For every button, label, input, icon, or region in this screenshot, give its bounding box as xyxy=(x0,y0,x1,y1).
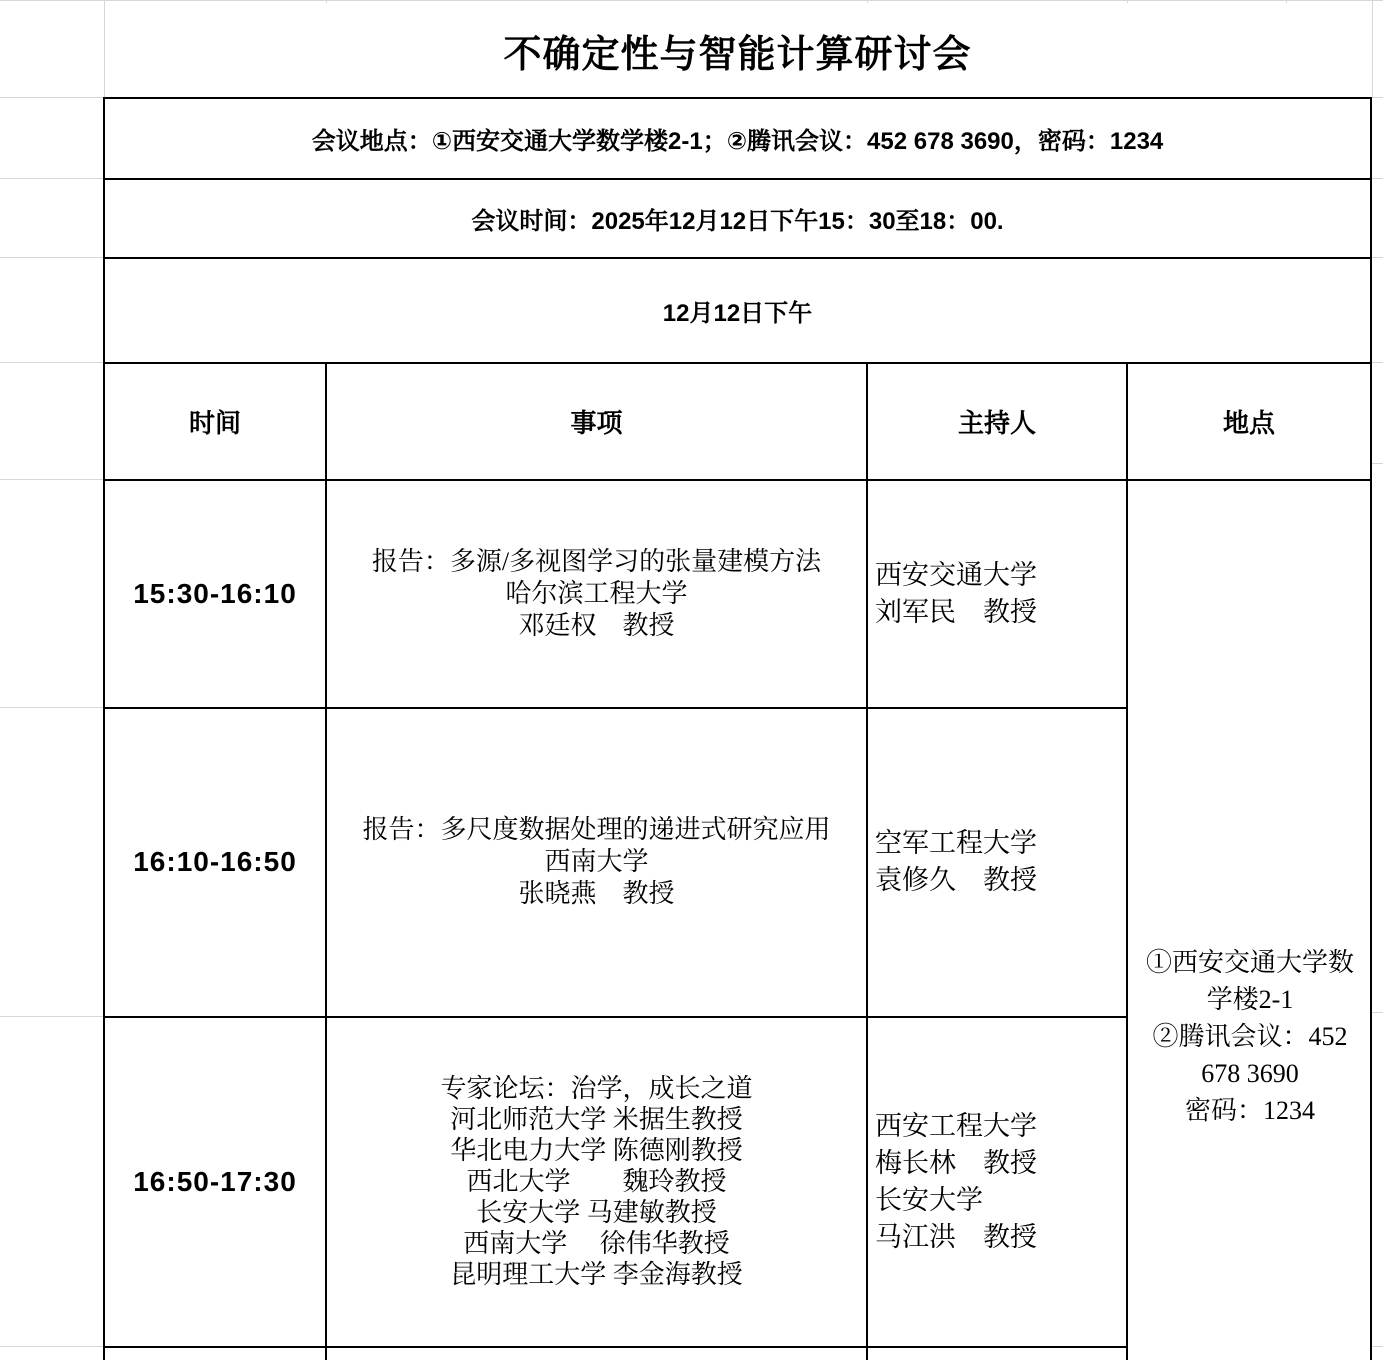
grid-line xyxy=(1371,1346,1383,1347)
location-line: 密码：1234 xyxy=(1184,1096,1315,1125)
grid-line xyxy=(0,707,104,708)
event-line: 西南大学 xyxy=(544,847,649,876)
grid-line xyxy=(0,97,104,98)
row-2-event-cell xyxy=(326,708,867,1016)
event-line: 报告：多源/多视图学习的张量建模方法 xyxy=(371,546,822,576)
grid-line xyxy=(1371,257,1383,258)
header-time: 时间 xyxy=(188,407,241,438)
grid-line xyxy=(0,178,104,179)
row-3-host-cell xyxy=(867,1017,1127,1346)
session-date-row: 12月12日下午 xyxy=(662,299,813,327)
row-2-host-cell xyxy=(867,708,1127,1016)
row-1-host-cell xyxy=(867,480,1127,707)
host-line: 西安工程大学 xyxy=(875,1110,1037,1141)
event-line: 专家论坛：治学，成长之道 xyxy=(440,1074,753,1103)
meeting-time-row: 会议时间：2025年12月12日下午15：30至18：00. xyxy=(471,207,1004,235)
row-1-event-cell xyxy=(326,480,867,707)
row-1-time-cell: 15:30-16:10 xyxy=(133,577,297,609)
event-line: 邓廷权 教授 xyxy=(518,610,675,640)
grid-line xyxy=(1371,362,1383,363)
event-line: 张晓燕 教授 xyxy=(518,879,675,908)
host-line: 梅长林 教授 xyxy=(875,1147,1037,1178)
event-line: 长安大学 马建敏教授 xyxy=(476,1198,717,1227)
row-3-event-cell xyxy=(326,1017,867,1346)
event-line: 报告：多尺度数据处理的递进式研究应用 xyxy=(362,815,831,844)
grid-line xyxy=(1371,463,1383,464)
event-line: 昆明理工大学 李金海教授 xyxy=(450,1260,743,1289)
location-line: ②腾讯会议：452 678 3690 xyxy=(1152,1022,1348,1088)
table-border xyxy=(103,1346,1128,1348)
event-line: 华北电力大学 陈德刚教授 xyxy=(450,1136,743,1165)
host-line: 马江洪 教授 xyxy=(875,1221,1037,1252)
grid-line xyxy=(1371,178,1383,179)
grid-line xyxy=(0,479,104,480)
location-merged-cell xyxy=(1137,944,1363,1129)
grid-line xyxy=(0,1016,104,1017)
grid-line xyxy=(0,257,104,258)
event-line: 河北师范大学 米据生教授 xyxy=(450,1105,743,1134)
page-title: 不确定性与智能计算研讨会 xyxy=(503,33,972,76)
event-line: 西南大学 徐伟华教授 xyxy=(463,1229,730,1258)
host-line: 袁修久 教授 xyxy=(875,865,1037,895)
grid-line xyxy=(1371,1012,1383,1013)
host-line: 空军工程大学 xyxy=(875,828,1037,858)
grid-line xyxy=(0,362,104,363)
event-line: 哈尔滨工程大学 xyxy=(505,578,688,608)
event-line: 西北大学 魏玲教授 xyxy=(466,1167,727,1196)
location-line: ①西安交通大学数学楼2-1 xyxy=(1145,948,1354,1014)
host-line: 长安大学 xyxy=(875,1184,983,1215)
grid-line xyxy=(0,1346,104,1347)
host-line: 刘军民 教授 xyxy=(875,596,1037,627)
host-line: 西安交通大学 xyxy=(875,559,1037,590)
row-3-time-cell: 16:50-17:30 xyxy=(133,1165,297,1197)
row-2-time-cell: 16:10-16:50 xyxy=(133,846,297,877)
meeting-location-row: 会议地点：①西安交通大学数学楼2-1；②腾讯会议：452 678 3690，密码：1234 xyxy=(311,127,1164,155)
header-event: 事项 xyxy=(570,407,623,438)
grid-line xyxy=(1372,0,1373,97)
grid-line xyxy=(1371,97,1383,98)
header-host: 主持人 xyxy=(957,407,1036,438)
grid-line xyxy=(0,0,1383,1)
header-location: 地点 xyxy=(1222,407,1275,438)
